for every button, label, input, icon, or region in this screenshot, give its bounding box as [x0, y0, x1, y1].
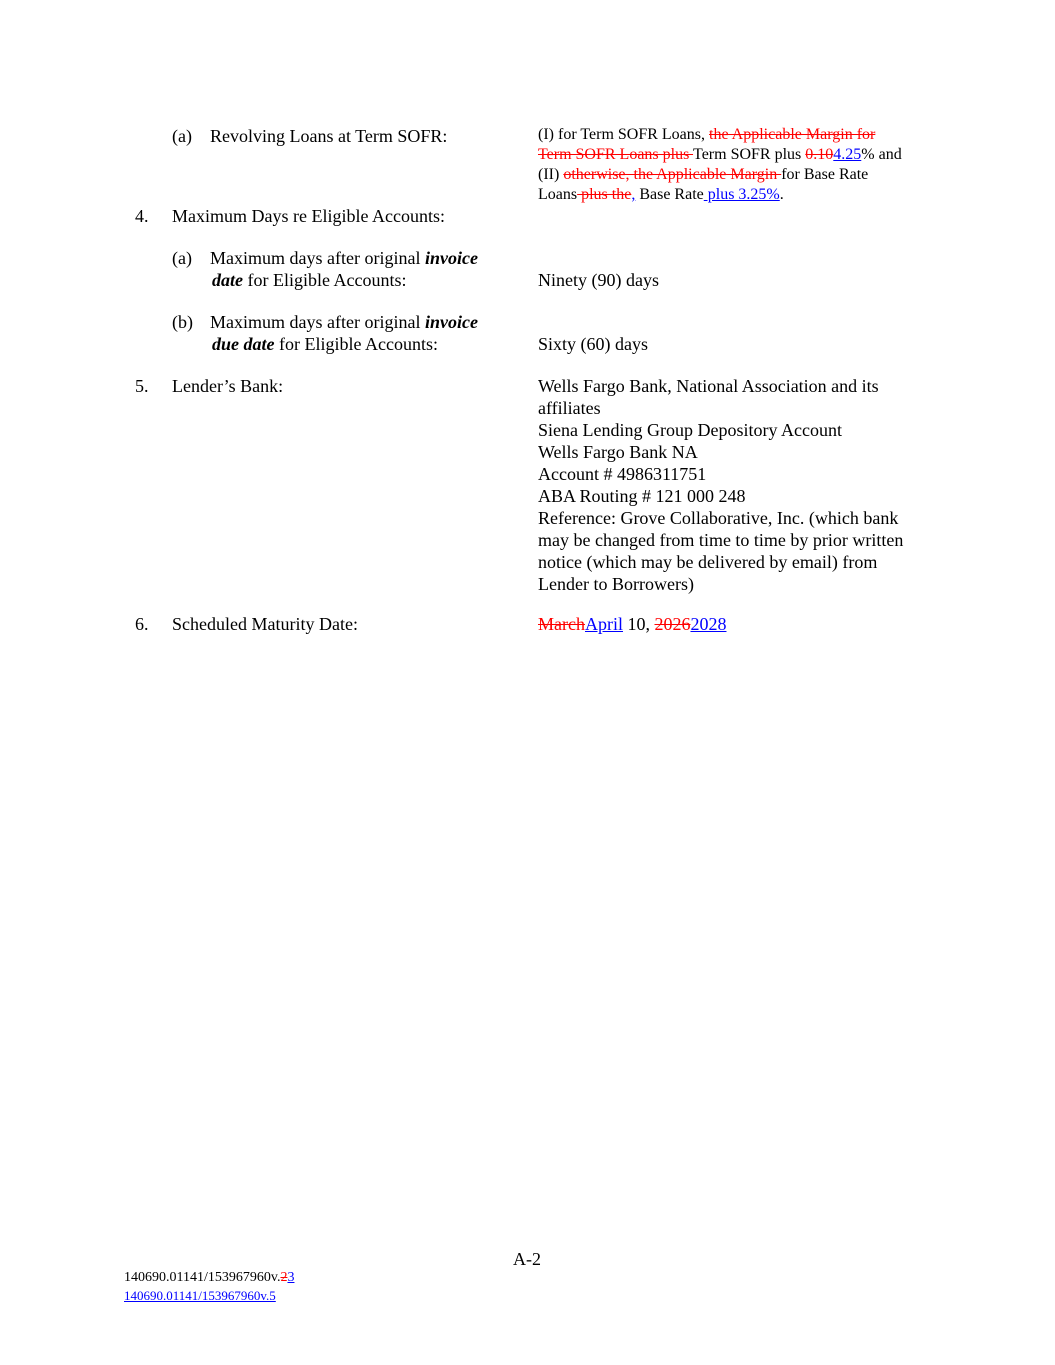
deleted-text: Term SOFR Loans plus: [538, 146, 694, 163]
item-5-title: Lender’s Bank:: [172, 376, 284, 396]
item-4a-label: (a): [172, 248, 192, 268]
item-4a-value: Ninety (90) days: [538, 270, 659, 290]
inserted-text: plus 3.25%: [703, 186, 780, 203]
inserted-text: 2028: [690, 614, 727, 634]
deleted-text: the Applicable Margin for: [709, 126, 876, 143]
item-a-title: Revolving Loans at Term SOFR:: [210, 126, 448, 146]
deleted-text: 0.10: [805, 146, 834, 163]
deleted-text: otherwise, the Applicable Margin: [563, 166, 782, 183]
item-5-number: 5.: [135, 376, 149, 396]
item-4-title: Maximum Days re Eligible Accounts:: [172, 206, 445, 226]
item-4-number: 4.: [135, 206, 149, 226]
lender-bank-details: Wells Fargo Bank, National Association and its affiliates Siena Lending Group Depository Account Wells Fargo Bank NA Account # 4986311751 ABA Routing # 121 000 248 Reference: Grove Collaborative, Inc. (which bank may be changed from time to time by prior written notice (which may be delivered by email) from Lender to Borrowers): [538, 376, 904, 594]
doc-id-line-1: 140690.01141/153967960v.23: [124, 1270, 295, 1285]
maturity-date-value: MarchApril 10, 20262028: [538, 614, 727, 634]
doc-id-line-2: 140690.01141/153967960v.5: [124, 1288, 276, 1303]
deleted-text: March: [538, 614, 585, 634]
item-4b-text: Maximum days after original invoice due date for Eligible Accounts:: [210, 312, 478, 354]
inserted-text: 3: [287, 1270, 295, 1285]
item-6-number: 6.: [135, 614, 149, 634]
inserted-text: April: [584, 614, 623, 634]
item-6-title: Scheduled Maturity Date:: [172, 614, 358, 634]
deleted-text: 2026: [654, 614, 691, 634]
item-4b-value: Sixty (60) days: [538, 334, 648, 354]
item-4b-label: (b): [172, 312, 193, 332]
inserted-text: 4.25: [833, 146, 862, 163]
page-number: A-2: [513, 1249, 541, 1269]
term-sofr-rate-text: (I) for Term SOFR Loans, the Applicable Margin for Term SOFR Loans plus Term SOFR plus 0.104.25% and (II) otherwise, the Applicable Margin for Base Rate Loans plus the, Base Rate plus 3.25%.: [538, 126, 902, 203]
inserted-text: ,: [631, 186, 636, 203]
item-a-label: (a): [172, 126, 192, 146]
deleted-text: plus the: [577, 186, 632, 203]
deleted-text: 2: [280, 1270, 288, 1285]
item-4a-text: Maximum days after original invoice date for Eligible Accounts:: [210, 248, 478, 290]
